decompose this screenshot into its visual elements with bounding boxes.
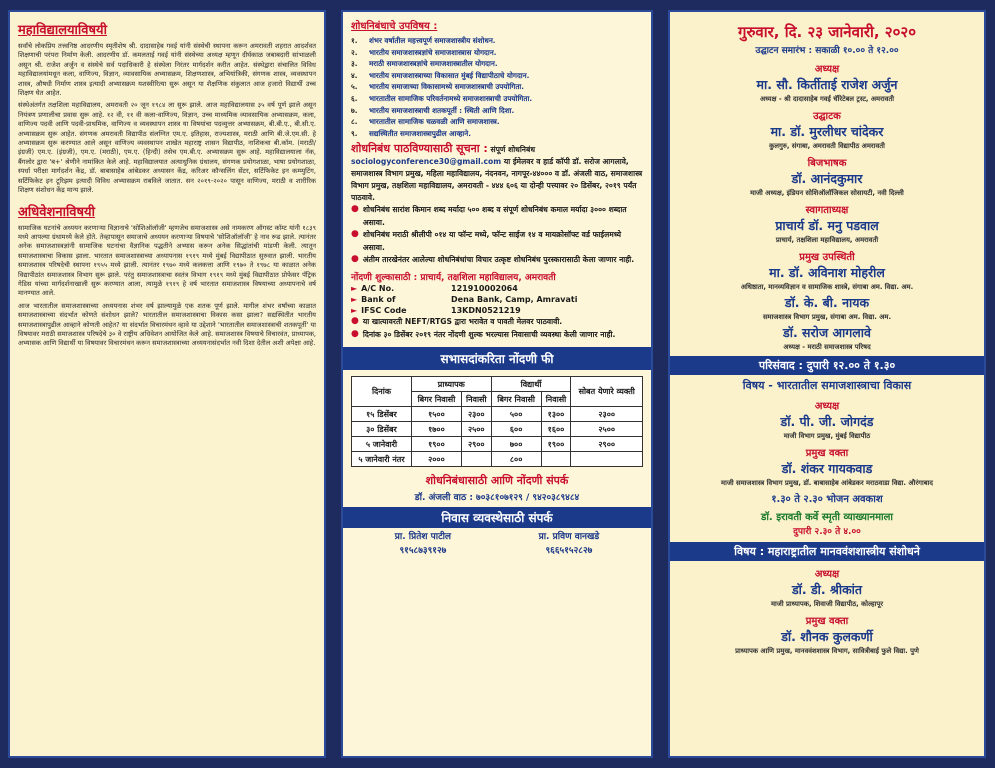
person-designation: समाजशास्त्र विभाग प्रमुख, संगाबा अम. विद्या. अम.	[762, 313, 892, 321]
inauguration-session: उद्घाटन समारंभ : सकाळी १०.०० ते १२.००	[755, 46, 899, 56]
person-designation: माजी विभाग प्रमुख, मुंबई विद्यापीठ	[783, 432, 871, 440]
role-label: उद्घाटक	[813, 111, 841, 122]
list-item: ३. मराठी समाजशास्त्रज्ञांचे समाजशास्त्रातील योगदान.	[351, 59, 498, 69]
program-schedule-panel	[668, 10, 986, 758]
person-designation: प्राध्यापक आणि प्रमुख, मानववंशशास्त्र विभाग, सावित्रीबाई फुले विद्या. पुणे	[735, 647, 919, 655]
role-label: अध्यक्ष	[814, 401, 840, 412]
lunch-break: १.३० ते २.३० भोजन अवकाश	[771, 494, 883, 505]
person-designation: माजी अध्यक्ष, इंडियन सोशिऑलॉजिकल सोसायटी, नवी दिल्ली	[750, 189, 904, 197]
bullet-icon: ●	[351, 253, 359, 264]
list-item: ● दिनांक ३० डिसेंबर २०१९ नंतर नोंदणी शुल्क भरल्यास निवासाची व्यवस्था केली जाणार नाही.	[351, 329, 643, 341]
person-name: डॉ. शंकर गायकवाड	[781, 461, 873, 476]
list-item: १. शंभर वर्षातील महत्त्वपूर्ण समाजशास्त्रीय संशोधन.	[351, 36, 496, 45]
role-label: प्रमुख उपस्थिती	[799, 252, 855, 263]
person-name: डॉ. शौनक कुलकर्णी	[781, 629, 873, 644]
role-label: प्रमुख वक्ता	[805, 616, 849, 627]
role-label: बिजभाषक	[807, 158, 847, 169]
objectives-title: शोधनिबंधाचे उपविषय :	[351, 21, 438, 32]
person-name: प्राचार्य डॉ. मनु पडवाल	[775, 218, 879, 233]
col-nonresident: बिगर निवासी	[411, 392, 461, 407]
seminar-topic: विषय - भारतातील समाजशास्त्राचा विकास	[742, 379, 912, 392]
list-item: ७. भारतीय समाजशास्त्राची शतकपूर्ती : स्थिती आणि दिशा.	[351, 105, 515, 115]
stay-contact: प्रा. प्रविण वानखडे ९६६५१५२८२७	[538, 532, 600, 557]
bank-row: ► IFSC Code 13KDN0521219	[351, 306, 521, 316]
arrow-icon: ►	[351, 295, 358, 305]
guidelines-list	[351, 204, 643, 266]
bank-row: ► Bank of Dena Bank, Camp, Amravati	[351, 295, 578, 305]
stay-contacts	[351, 530, 643, 558]
notice-body: या ईमेलवर व हार्ड कॉपी डॉ. सरोज आगलावे, समाजशास्त्र विभाग प्रमुख, महिला महाविद्यालय, नंदनवन, नागपूर-४४००० व डॉ. अंजली वाठ, समाजशास्त्र विभाग प्रमुख, तक्षशिला महाविद्यालय, अमरावती - ४४४ ६०६ या दोन्ही पत्त्यावर २० डिसेंबर, २०१९ पर्यंत पाठवावे.	[351, 157, 643, 203]
person-name: मा. सौ. किर्तीताई राजेश अर्जुन	[756, 77, 898, 92]
about-college-panel	[8, 10, 326, 758]
person-name: डॉ. डी. श्रीकांत	[791, 582, 863, 597]
col-escort: सोबत येणारे व्यक्ती	[571, 377, 643, 407]
list-item: ● या खात्यावरती NEFT/RTGS द्वारा भरावेत व पावती मेलवर पाठवावी.	[351, 316, 643, 328]
lecture-topic: विषय : महाराष्ट्रातील मानववंशशास्त्रीय संशोधने	[670, 542, 984, 561]
bullet-icon: ●	[351, 316, 359, 327]
col-professor: प्राध्यापक	[411, 377, 491, 392]
person-designation: अधिष्ठाता, मानव्यविज्ञान व सामाजिक शास्त्रे, संगाबा अम. विद्या. अम.	[740, 283, 914, 291]
col-date: दिनांक	[352, 377, 412, 407]
person-designation: माजी समाजशास्त्र विभाग प्रमुख, डॉ. बाबासाहेब आंबेडकर मराठवाडा विद्या. औरंगाबाद	[721, 479, 933, 487]
lecture-time: दुपारी २.३० ते ४.००	[793, 527, 861, 537]
notice-lead: संपूर्ण शोधनिबंध	[490, 145, 536, 155]
list-item: ● शोधनिबंध सारांश किमान शब्द मर्यादा ५०० शब्द व संपूर्ण शोधनिबंध कमाल मर्यादा ३००० शब्दात असावा.	[351, 204, 643, 229]
bullet-icon: ●	[351, 328, 359, 339]
about-conference-heading: अधिवेशनाविषयी	[18, 204, 95, 220]
person-name: डॉ. के. बी. नायक	[784, 295, 870, 310]
person-name: मा. डॉ. मुरलीधर चांदेकर	[770, 124, 884, 139]
table-row: ३० डिसेंबर १७०० २५०० ६०० १६०० २५००	[352, 422, 643, 437]
bank-details	[351, 283, 643, 316]
role-label: स्वागताध्यक्ष	[805, 205, 849, 216]
list-item: २. भारतीय समाजशास्त्रज्ञांचे समाजशास्त्रास योगदान.	[351, 47, 497, 57]
notice-title: शोधनिबंध पाठविण्यासाठी सूचना :	[351, 142, 488, 156]
person-designation: माजी प्राध्यापक, शिवाजी विद्यापीठ, कोल्हापूर	[770, 600, 884, 608]
col-resident: निवासी	[541, 392, 571, 407]
list-item: ८. भारतातील सामाजिक चळवळी आणि समाजशास्त्र.	[351, 117, 500, 127]
submission-email-link[interactable]: sociologyconference30@gmail.com	[351, 157, 502, 167]
about-college-para-2: संस्थेअंतर्गत तक्षशिला महाविद्यालय, अमरावती २० जून १९८४ ला सुरू झाले. आज महाविद्यालयास ३५ वर्ष पूर्ण झाले असून नियंत्रण प्रणालीचा प्रवास सुरू आहे. १२ वी, ११ वी कला-वाणिज्य, विज्ञान, उच्च माध्यमिक व्यावसायिक अभ्यासक्रम, कला, वाणिज्य पदवी आणि पदवी-प्राथमिक, वाणिज्य व व्यवस्थापन शास्त्र या विषयांचा पदव्युत्तर अभ्यासक्रम, बी.बी.ए., बी.सी.ए. अभ्यासक्रम सुरू आहेत. संगणक अमरावती विद्यापीठ संलग्नित एम.ए. इतिहास, राज्यशास्त्र, मराठी आणि बी.जे.एम.सी. हे अभ्यासक्रम सुरू करण्यात आले असून वाणिज्य व्यवस्थापन शाखेत महाराष्ट्र शासन विद्यापीठ, नाशिकचा बी.कॉम. (मराठी/इंग्रजी) एम.ए. (इंग्रजी), एम.ए. (मराठी), एम.ए. (हिन्दी) तसेच एम.बी.ए. अभ्यासक्रम सुरू आहे. महाविद्यालयाला नॅक, बैंगलोर द्वारा 'ब+' श्रेणीने नामांकित केले आहे. महाविद्यालयात अत्याधुनिक ग्रंथालय, संगणक प्रयोगशाळा, भाषा प्रयोगशाळा, स्पर्धा परीक्षा मार्गदर्शन केंद्र, डॉ. बाबासाहेब आंबेडकर अध्यासन केंद्र, करिअर कौन्सलिंग सेंटर, सर्टिफिकेट इन कम्प्युटिंग, सर्टिफिकेट इन टूरिझम इत्यादी विविध अभ्यासक्रम राबविले जातात. सन २०१९-२०२० पासून वाणिज्य, मराठी व शारीरिक शिक्षण संशोधन केंद्र मान्य झाले.	[18, 101, 316, 195]
objectives-list	[351, 35, 643, 139]
bank-row: ► A/C No. 121910002064	[351, 284, 518, 294]
registration-fee-title: सभासदांकरिता नोंदणी फी	[343, 347, 651, 370]
person-designation: प्राचार्य, तक्षशिला महाविद्यालय, अमरावती	[775, 236, 879, 244]
list-item: ● अंतीम तारखेनंतर आलेल्या शोधनिबंधांचा विचार उत्कृष्ट शोधनिबंध पुरस्कारासाठी केला जाणार नाही.	[351, 254, 643, 266]
person-name: डॉ. आनंदकुमार	[791, 171, 863, 186]
role-label: अध्यक्ष	[814, 569, 840, 580]
list-item: ४. भारतीय समाजशास्त्राच्या विकासात मुंबई विद्यापीठाचे योगदान.	[351, 70, 530, 80]
person-designation: अध्यक्ष - मराठी समाजशास्त्र परिषद	[783, 343, 871, 351]
fee-title: नोंदणी शुल्कासाठी : प्राचार्य, तक्षशिला महाविद्यालय, अमरावती	[351, 273, 556, 284]
list-item: ● शोधनिबंध मराठी श्रीलीपी ०१४ या फॉन्ट मध्ये, फॉन्ट साईज १४ व मायक्रोसॉफ्ट वर्ड फाईलमध्ये असावा.	[351, 229, 643, 254]
bank-notes	[351, 316, 643, 341]
contact-title: शोधनिबंधासाठी आणि नोंदणी संपर्क	[425, 474, 569, 488]
person-designation: अध्यक्ष - श्री दादासाहेब गवई चॅरिटेबल ट्रस्ट, अमरावती	[759, 95, 895, 103]
about-conference-para-1: सामाजिक घटनांचे अध्ययन करणाऱ्या विज्ञानाचे 'सोशिऑलॉजी' म्हणजेच समाजशास्त्र असे नामकरण ऑगस्ट कॉम्ट यांनी १८३९ मध्ये आपल्या ग्रंथामध्ये केले होते. तेव्हापासून समाजाचे अध्ययन करणाऱ्या विषयाचे 'सोशिऑलॉजी' हे नाव रूढ झाले. त्यानंतर अनेक समाजशास्त्रज्ञांनी सामाजिक घटनांचा वैज्ञानिक पद्धतीने अभ्यास करून अनेक सिद्धांतांची मांडणी केली. त्यातून समाजशास्त्राचा विकास झाला. भारतात समाजशास्त्राच्या अध्यापनास १९१९ मध्ये मुंबई विद्यापीठात सुरुवात झाली. भारतीय समाजशास्त्र परिषदेची स्थापना १९५५ मध्ये झाली. त्यानंतर १९७० मध्ये कलकत्ता आणि १९७० ते १९७८ या काळात अनेक विद्यापीठांत समाजशास्त्र विभाग सुरू झाले. परंतु समाजशास्त्राचा स्वतंत्र विभाग १९१९ मध्ये मुंबई विद्यापीठात प्रोफेसर पॅट्रिक गेडिस यांच्या मार्गदर्शनाखाली सुरू करण्यात आला, त्यामुळे १९१९ हे वर्ष भारतात समाजशास्त्र विषयाच्या अध्यापनाचे वर्ष मानण्यात आले.	[18, 223, 316, 298]
stay-contact: प्रा. प्रितेश पाटील ९१५८७३९१२७	[394, 532, 452, 557]
person-name: डॉ. सरोज आगलावे	[783, 325, 871, 340]
table-row: १५ डिसेंबर १५०० २३०० ५०० १३०० २३००	[352, 407, 643, 422]
role-label: अध्यक्ष	[814, 64, 840, 75]
about-college-para-1: सर्वांचे लोकप्रिय तत्त्वनिष्ठ आदरणीय स्मृतीशेष श्री. दादासाहेब गवई यांनी संस्थेची स्थापना करून अमरावती शहरात आदर्शवत शिक्षणाची परंपरा निर्माण केली. आदरणीय डॉ. कमलताई गवई यांनी संस्थेच्या अध्यक्ष म्हणून दीर्घकाळ जबाबदारी सांभाळली असून श्री. राजेश अर्जुन व संस्थेचे सर्व पदाधिकारी हे संस्थेला निरंतर मार्गदर्शन करीत आहेत. संस्थेद्वारा संचालित विविध महाविद्यालयांमधून कला, वाणिज्य, विज्ञान, व्यावसायिक अभ्यासक्रम, शिक्षणशास्त्र, अभियांत्रिकी, संगणक शास्त्र, व्यवस्थापन शास्त्र, औषधी निर्माण शास्त्र इत्यादी अभ्यासक्रम यशस्वीरित्या सुरू असून या शैक्षणिक संकुलात आज हजारो विद्यार्थी उच्च शिक्षण घेत आहेत.	[18, 42, 316, 98]
bullet-icon: ●	[351, 229, 359, 240]
about-college-heading: महाविद्यालयाविषयी	[18, 23, 107, 38]
program-date: गुरुवार, दि. २३ जानेवारी, २०२०	[738, 23, 916, 41]
stay-contact-title: निवास व्यवस्थेसाठी संपर्क	[343, 507, 651, 528]
about-conference-para-2: आज भारतातील समाजशास्त्राच्या अध्ययनास शंभर वर्ष झाल्यामुळे एक शतक पूर्ण झाले. मागील शंभर वर्षांच्या काळात समाजशास्त्राच्या संदर्भात कोणते संशोधन झाले? भारतातील समाजशास्त्राचा विकास कसा झाला? सद्यस्थितीत भारतीय समाजशास्त्रापुढील आव्हाने कोणती आहेत? या संदर्भात विचारमंथन व्हावे या उद्देशाने 'भारतातील समाजशास्त्राची शतकपूर्ती' या विषयावर मराठी समाजशास्त्र परिषदेचे ३० वे राष्ट्रीय अधिवेशन आयोजित केले आहे. समाजशास्त्र विषयाचे विचारवंत, प्राध्यापक, अभ्यासक आणि विद्यार्थी या विषयावर विचारमंथन करून समाजशास्त्राच्या अध्ययनासंदर्भात नवी दिशा देतील अशी अपेक्षा आहे.	[18, 301, 316, 348]
role-label: प्रमुख वक्ता	[805, 448, 849, 459]
col-resident: निवासी	[461, 392, 491, 407]
submission-notice	[351, 143, 643, 204]
papers-registration-panel	[341, 10, 653, 758]
table-row: ५ जानेवारी १९०० २९०० ७०० १९०० २९००	[352, 437, 643, 452]
arrow-icon: ►	[351, 284, 358, 294]
memorial-lecture: डॉ. इरावती कर्वे स्मृती व्याख्यानमाला	[760, 512, 894, 523]
list-item: ६. भारतातील सामाजिक परिवर्तनामध्ये समाजशास्त्राची उपयोगिता.	[351, 93, 533, 103]
arrow-icon: ►	[351, 306, 358, 316]
seminar-time: परिसंवाद : दुपारी १२.०० ते १.३०	[670, 356, 984, 375]
bullet-icon: ●	[351, 204, 359, 215]
contact-line: डॉ. अंजली वाठ : ७०३८१०७१२९ / ९४२०३८९४८४	[414, 493, 580, 504]
person-designation: कुलगुरु, संगाबा, अमरावती विद्यापीठ अमरावती	[769, 142, 885, 150]
list-item: ५. भारतीय समाजाच्या विकासामध्ये समाजशास्त्राची उपयोगिता.	[351, 82, 525, 92]
registration-fee-table	[351, 376, 643, 467]
person-name: डॉ. पी. जी. जोगदंड	[780, 414, 874, 429]
col-student: विद्यार्थी	[491, 377, 571, 392]
table-row: ५ जानेवारी नंतर २००० ८००	[352, 452, 643, 467]
person-name: मा. डॉ. अविनाश मोहरील	[769, 265, 885, 280]
col-nonresident: बिगर निवासी	[491, 392, 541, 407]
list-item: ९. सद्यस्थितीत समाजशास्त्रापुढील आव्हाने.	[351, 128, 471, 138]
